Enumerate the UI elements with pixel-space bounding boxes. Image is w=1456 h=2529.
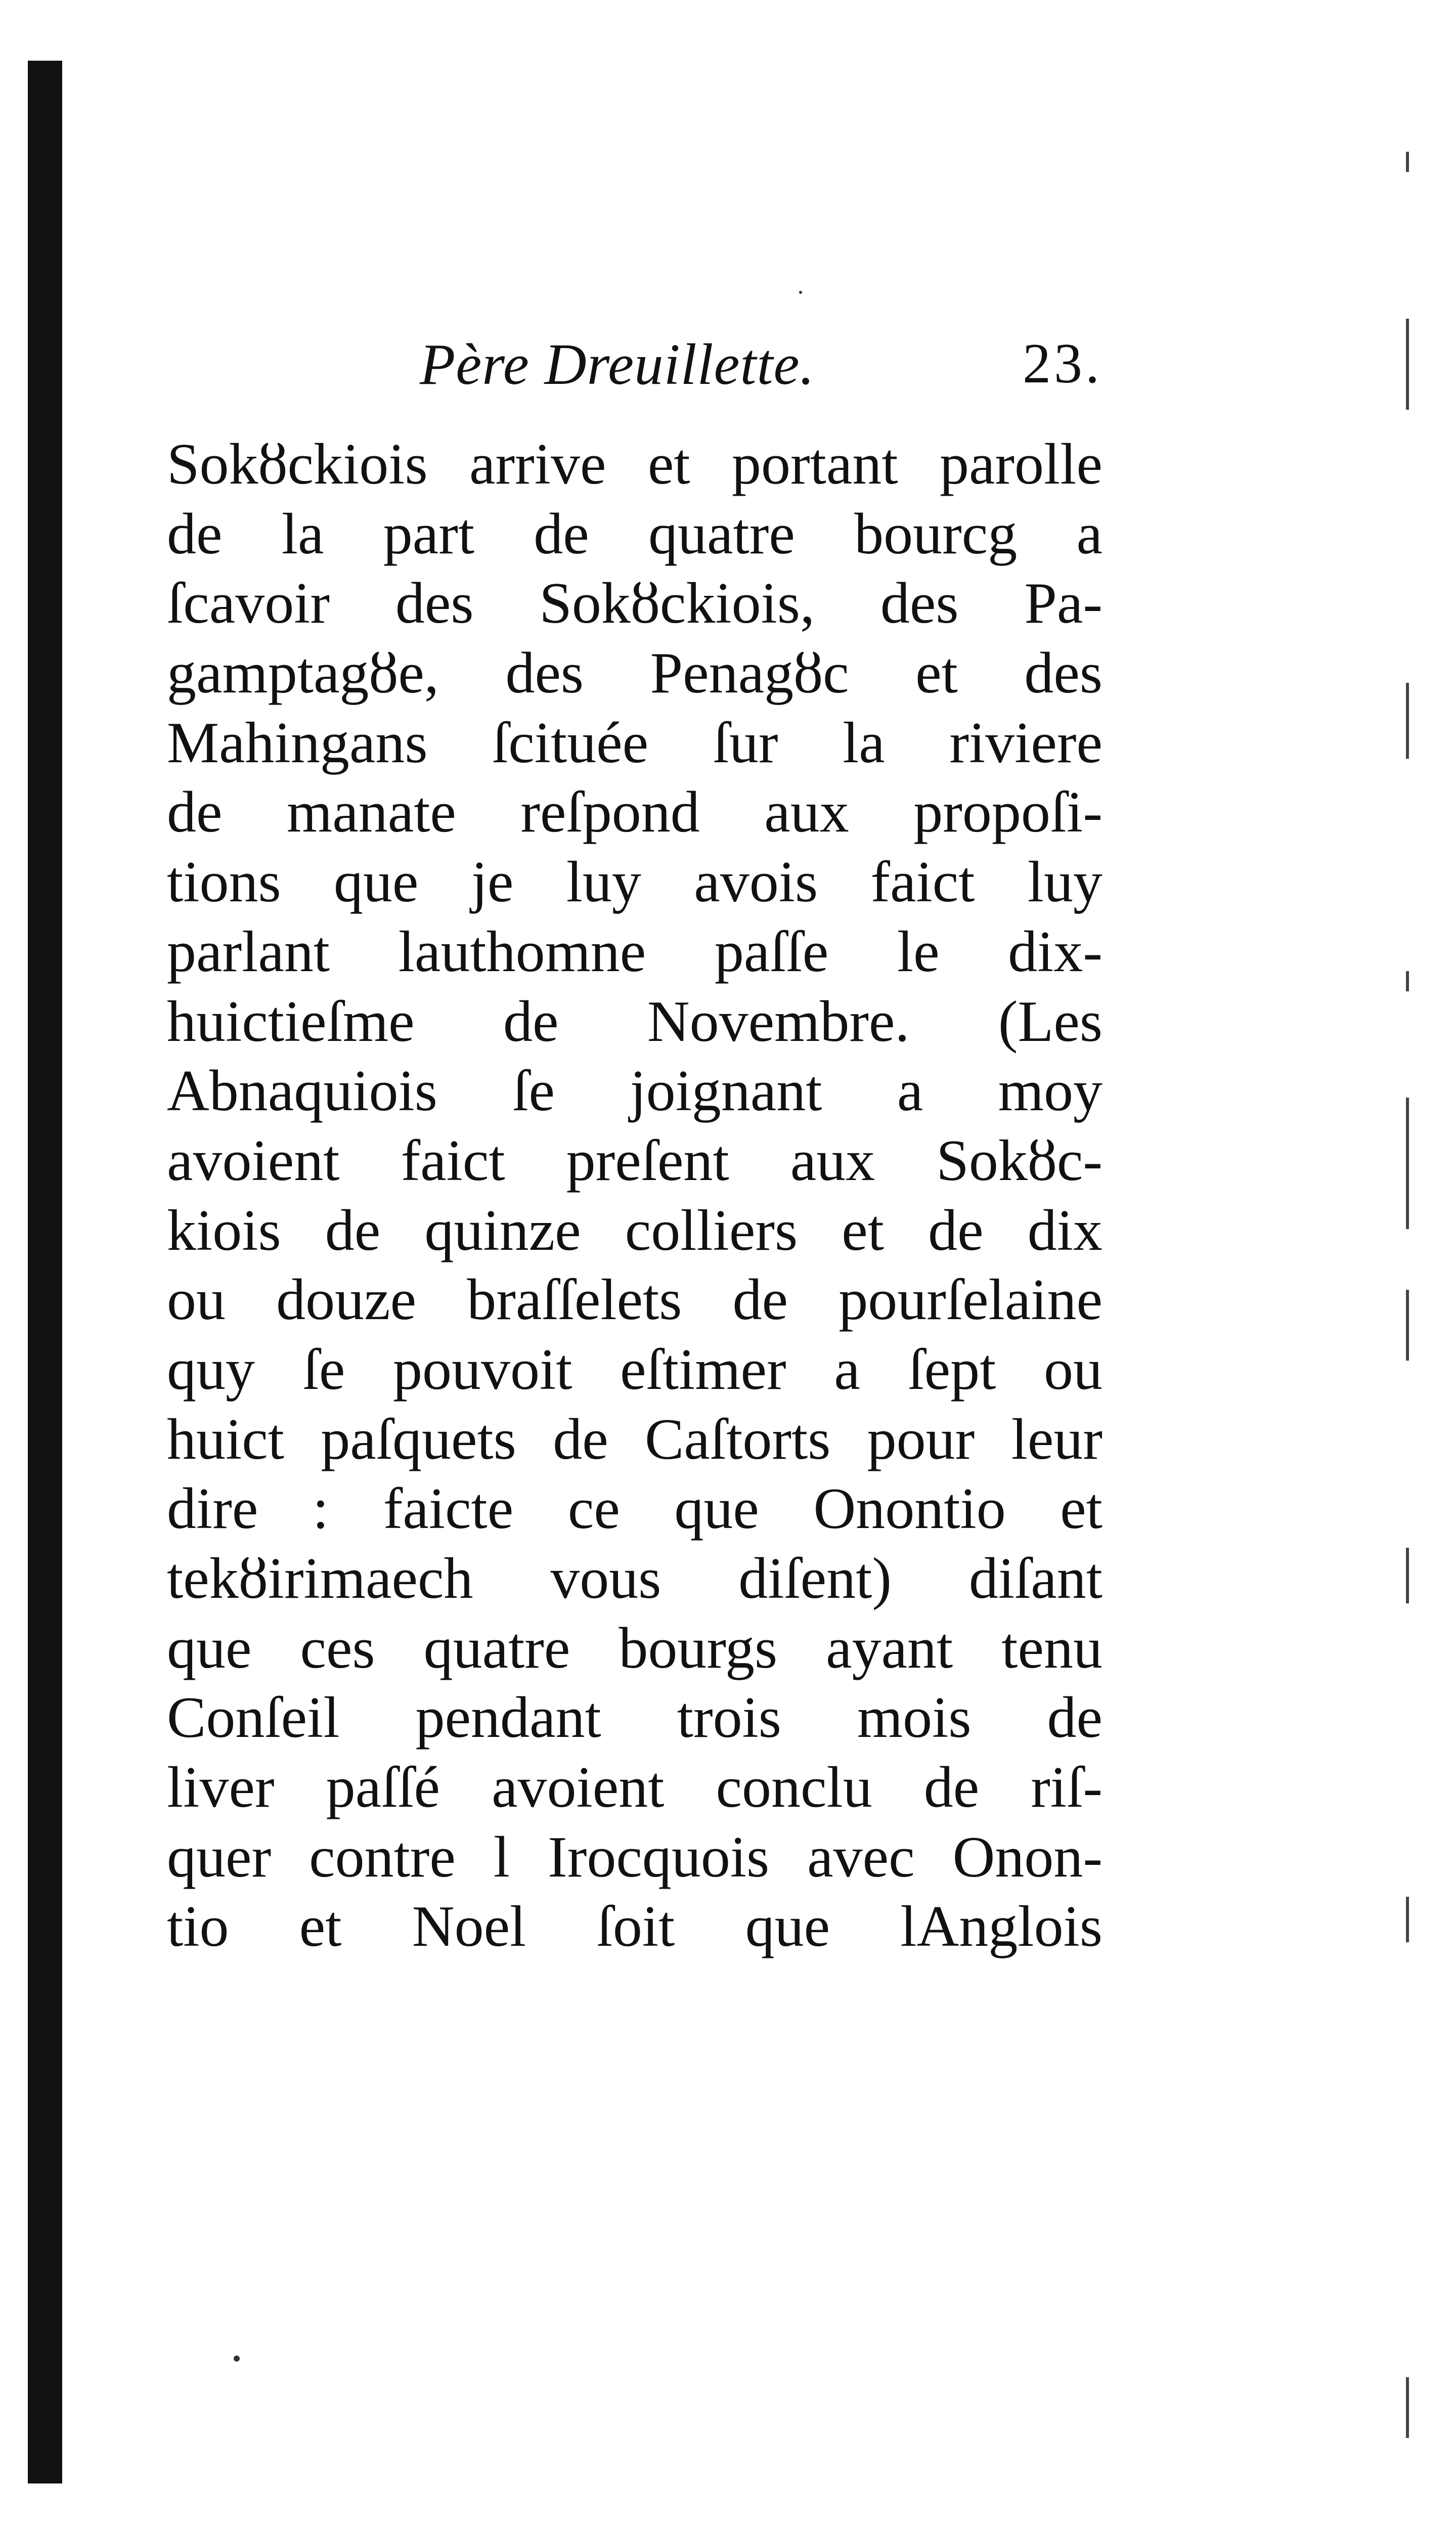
text-line: parlant lauthomne paſſe le dix- [167,919,1102,984]
text-line: kiois de quinze colliers et de dix [167,1198,1102,1263]
text-line: ou douze braſſelets de pourſelaine [167,1268,1102,1333]
text-line: tekȣirimaech vous diſent) diſant [167,1546,1102,1611]
text-line: Abnaquiois ſe joignant a moy [167,1059,1102,1124]
text-line: que ces quatre bourgs ayant tenu [167,1616,1102,1681]
text-line: Mahingans ſcituée ſur la riviere [167,710,1102,775]
body-text [167,430,1102,1962]
page-header [167,331,1102,407]
text-line: Sokȣckiois arrive et portant parolle [167,432,1102,497]
text-line: dire : faicte ce que Onontio et [167,1476,1102,1542]
text-line: liver paſſé avoient conclu de riſ- [167,1755,1102,1820]
ink-speck [234,2356,240,2362]
page-edge-marks [1406,152,1426,2504]
text-line: quy ſe pouvoit eſtimer a ſept ou [167,1337,1102,1402]
text-line: ſcavoir des Sokȣckiois, des Pa- [167,571,1102,636]
text-line: tio et Noel ſoit que lAnglois [167,1894,1102,1959]
text-line: Conſeil pendant trois mois de [167,1685,1102,1751]
text-line: huict paſquets de Caſtorts pour leur [167,1407,1102,1472]
text-line: quer contre l Irocquois avec Onon- [167,1824,1102,1890]
page-number: 23. [1023,332,1102,395]
text-line: gamptagȣe, des Penagȣc et des [167,641,1102,706]
text-line: huictieſme de Novembre. (Les [167,989,1102,1054]
text-line: de la part de quatre bourcg a [167,501,1102,566]
text-line: avoient faict preſent aux Sokȣc- [167,1128,1102,1193]
ink-speck [799,291,802,294]
binding-edge [28,61,62,2483]
text-line: de manate reſpond aux propoſi- [167,780,1102,845]
text-line: tions que je luy avois faict luy [167,850,1102,915]
running-title: Père Dreuillette. [420,332,815,397]
